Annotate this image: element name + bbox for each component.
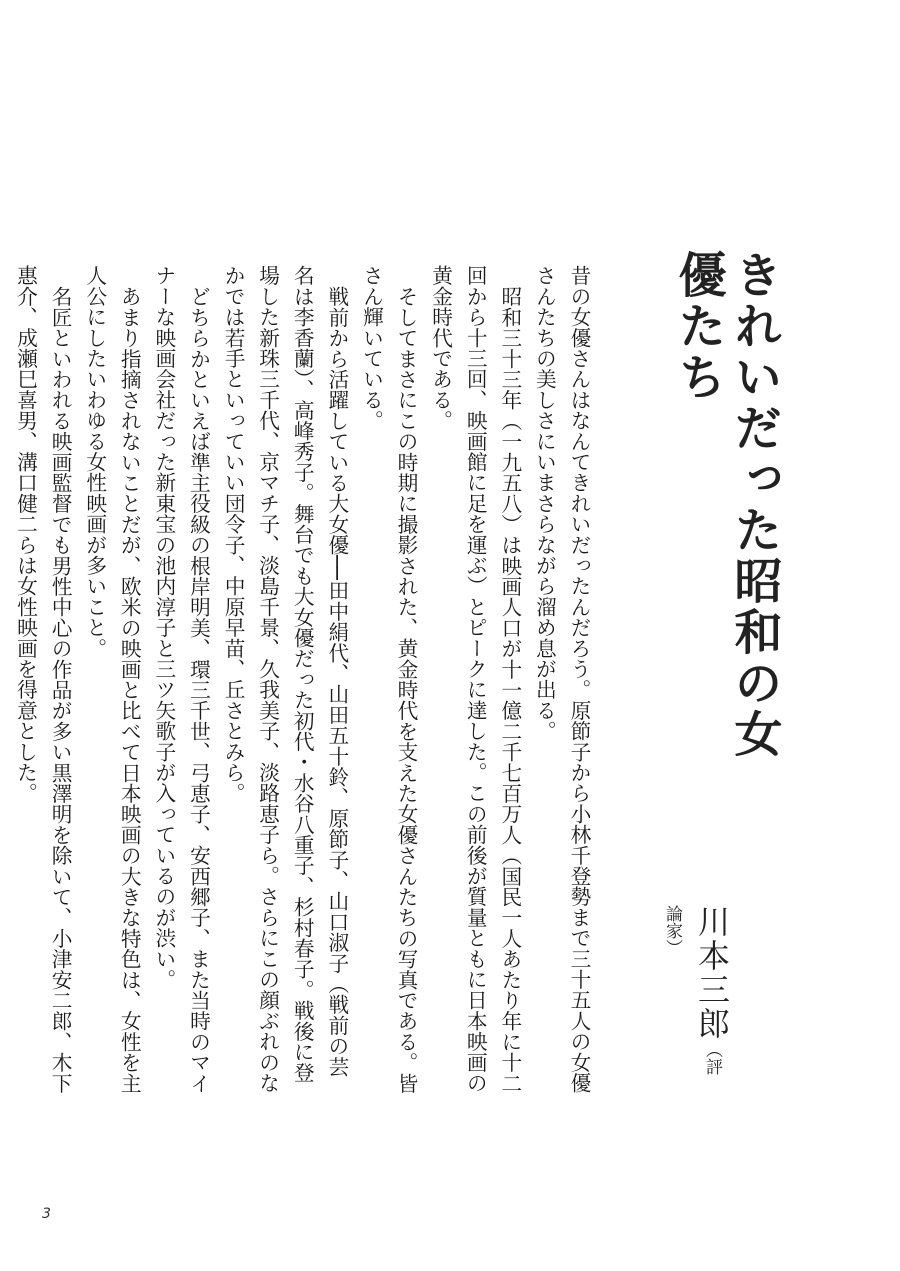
paragraph-4: 戦前から活躍している大女優──田中絹代、山田五十鈴、原節子、山口淑子（戦前の芸名は李香蘭）、高峰秀子。舞台でも大女優だった初代・水谷八重子、杉村春子。戦後に登場した新珠三千代、京マチ子、淡島千景、久我美子、淡路恵子ら。さらにこの顔ぶれのなかでは若手といっていい団令子、中原早苗、丘さとみら。 [221,265,349,1093]
paragraph-7: 名匠といわれる映画監督でも男性中心の作品が多い黒澤明を除いて、小津安二郎、木下惠介、成瀬巳喜男、溝口健二らは女性映画を得意とした。 [13,265,73,1093]
page-number: 3 [42,1206,51,1222]
article-title: きれいだった昭和の女優たち [670,250,782,760]
author-name: 川本三郎 [693,905,731,1041]
paragraph-1: 昔の女優さんはなんてきれいだったんだろう。原節子から小林千登勢まで三十五人の女優さんたちの美しさにいまさらながら溜め息が出る。 [532,265,591,1093]
author-role: （評論家） [662,905,722,1075]
paragraph-5: どちらかといえば準主役級の根岸明美、環三千世、弓恵子、安西郷子、また当時のマイナーな映画会社だった新東宝の池内淳子と三ツ矢歌子が入っているのが渋い。 [151,265,211,1093]
paragraph-2: 昭和三十三年（一九五八）は映画人口が十一億二千七百万人（国民一人あたり年に十二回から十三回、映画館に足を運ぶ）とピークに達した。この前後が質量ともに日本映画の黄金時代である。 [428,265,522,1093]
paragraph-6: あまり指摘されないことだが、欧米の映画と比べて日本映画の大きな特色は、女性を主人公にしたいわゆる女性映画が多いこと。 [82,265,142,1093]
article-body [13,265,596,1095]
paragraph-3: そしてまさにこの時期に撮影された、黄金時代を支えた女優さんたちの写真である。皆さん輝いている。 [359,265,419,1093]
author-byline [662,905,732,1085]
